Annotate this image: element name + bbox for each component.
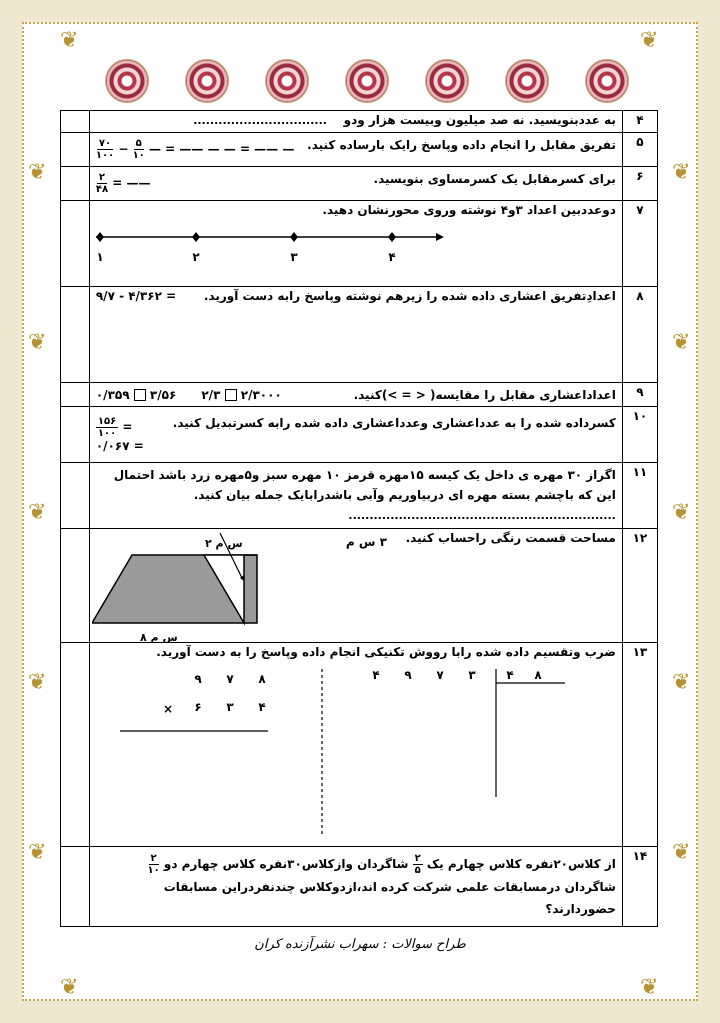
question-text: مساحت قسمت رنگی راحساب کنید. bbox=[405, 531, 616, 545]
question-text: از کلاس۲۰نفره کلاس چهارم یک bbox=[426, 857, 616, 871]
question-text: اعداداعشاری مقابل را مقایسه( < = >)کنید. bbox=[353, 387, 616, 402]
question-cell bbox=[89, 133, 622, 167]
rosette-ornament bbox=[586, 60, 628, 102]
question-row bbox=[61, 167, 658, 201]
expression-blanks: — = —— — — = —— — bbox=[149, 142, 295, 156]
question-cell bbox=[89, 407, 622, 463]
question-cell bbox=[89, 383, 622, 407]
equals-sign: = bbox=[122, 420, 133, 434]
dividend-digit: ۷ bbox=[436, 669, 444, 682]
question-cell bbox=[89, 111, 622, 133]
question-text: شاگردان وازکلاس۳۰نفره کلاس چهارم دو bbox=[163, 857, 409, 871]
dividend-digit: ۹ bbox=[404, 669, 412, 682]
fraction-expression bbox=[96, 172, 151, 195]
score-cell bbox=[61, 383, 90, 407]
fraction: $\frac{۲}{۱۰}$ bbox=[147, 853, 160, 876]
question-text: تفریق مقابل را انجام داده وپاسخ رایک بارساده کنید. bbox=[307, 138, 616, 152]
comparison-items bbox=[96, 388, 282, 402]
fraction-expression: $\frac{۷۰}{۱۰۰}$ − $\frac{۵}{۱۰}$ — = —— — — = —— — bbox=[95, 138, 295, 161]
trapezoid-figure bbox=[92, 533, 292, 643]
rosette-ornament bbox=[506, 60, 548, 102]
question-number: ۶ bbox=[622, 167, 657, 201]
question-cell bbox=[89, 463, 622, 529]
curl-ornament: ❦ bbox=[672, 330, 691, 355]
question-text: دوعددبین اعداد ۳و۴ نوشته وروی محورنشان دهید. bbox=[322, 203, 616, 217]
question-cell bbox=[89, 167, 622, 201]
tick-marker bbox=[290, 232, 298, 242]
score-cell bbox=[61, 407, 90, 463]
curl-ornament: ❦ bbox=[672, 500, 691, 525]
axis-arrow bbox=[436, 233, 444, 241]
times-sign: × bbox=[162, 702, 173, 716]
score-cell bbox=[61, 133, 90, 167]
conversion-items bbox=[96, 416, 144, 453]
question-row bbox=[61, 463, 658, 529]
fraction: $\frac{۵}{۱۰}$ bbox=[132, 138, 145, 161]
answer-line: ................................ bbox=[193, 114, 327, 127]
question-number: ۱۰ bbox=[622, 407, 657, 463]
curl-ornament: ❦ bbox=[28, 670, 47, 695]
compare-value: ۳/۵۶ bbox=[149, 387, 177, 402]
question-number: ۴ bbox=[622, 111, 657, 133]
question-text: برای کسرمقابل یک کسرمساوی بنویسید. bbox=[373, 172, 616, 186]
question-number: ۱۲ bbox=[622, 529, 657, 643]
curl-ornament: ❦ bbox=[672, 670, 691, 695]
question-row bbox=[61, 847, 658, 927]
tick-marker bbox=[192, 232, 200, 242]
question-text: ضرب وتقسیم داده شده رابا رووش تکنیکی انجام داده وپاسخ را به دست آورید. bbox=[156, 645, 616, 659]
questions-table bbox=[60, 110, 658, 927]
question-number: ۸ bbox=[622, 287, 657, 383]
dividend-digit: ۳ bbox=[468, 669, 476, 682]
tick-label: ۴ bbox=[388, 250, 396, 264]
equals-blank: = —— bbox=[112, 176, 151, 190]
compare-value: ۰/۳۵۹ bbox=[95, 387, 130, 402]
question-number: ۱۳ bbox=[622, 643, 657, 847]
multiplier-digit: ۳ bbox=[226, 700, 234, 714]
tick-marker bbox=[388, 232, 396, 242]
subtraction-expression: ۹/۷ - ۴/۳۶۲ = bbox=[95, 289, 177, 303]
curl-ornament: ❦ bbox=[60, 975, 79, 1000]
rosette-ornament bbox=[346, 60, 388, 102]
label-bottom: ۸ س م bbox=[139, 631, 178, 643]
question-row bbox=[61, 643, 658, 847]
multiplicand-digit: ۸ bbox=[258, 672, 266, 686]
question-row bbox=[61, 287, 658, 383]
question-cell bbox=[89, 643, 622, 847]
divisor-digit: ۴ bbox=[506, 669, 514, 682]
designer-signature: طراح سوالات : سهراب نشرآزنده کران bbox=[254, 937, 466, 952]
multiplier-digit: ۴ bbox=[258, 700, 266, 714]
rosette-ornament bbox=[266, 60, 308, 102]
question-cell bbox=[89, 847, 622, 927]
question-number: ۵ bbox=[622, 133, 657, 167]
multiplicand-digit: ۹ bbox=[194, 672, 202, 686]
compare-box[interactable] bbox=[225, 389, 237, 401]
fraction: $\frac{۲}{۵}$ bbox=[414, 853, 421, 876]
question-row bbox=[61, 201, 658, 287]
question-text: شاگردان درمسابقات علمی شرکت کرده اند،ازدوکلاس چندنفردراین مسابقات حضوردارند؟ bbox=[163, 880, 616, 916]
score-cell bbox=[61, 463, 90, 529]
curl-ornament: ❦ bbox=[672, 160, 691, 185]
question-row bbox=[61, 407, 658, 463]
decimal-value: ۰/۰۶۷ = bbox=[95, 439, 144, 453]
question-number: ۷ bbox=[622, 201, 657, 287]
question-number: ۱۱ bbox=[622, 463, 657, 529]
tick-label: ۱ bbox=[96, 250, 104, 264]
question-text: به عددبنویسید. نه صد میلیون وبیست هزار ودو bbox=[343, 113, 616, 127]
question-number: ۱۴ bbox=[622, 847, 657, 927]
compare-value: ۲/۳ bbox=[201, 387, 221, 402]
fraction: $\frac{۲}{۴۸}$ bbox=[95, 172, 109, 195]
multiplicand-digit: ۷ bbox=[226, 672, 234, 686]
score-cell bbox=[61, 643, 90, 847]
curl-ornament: ❦ bbox=[640, 28, 659, 53]
curl-ornament: ❦ bbox=[28, 500, 47, 525]
label-top: ۲ س م bbox=[204, 537, 243, 550]
score-cell bbox=[61, 287, 90, 383]
label-height: ۳ س م bbox=[345, 535, 387, 549]
question-text: اگراز ۳۰ مهره ی داخل یک کیسه ۱۵مهره قرمز ۱۰ مهره سبز و۵مهره زرد باشد احتمال این که باچشم بسته مهره ای دربیاوریم وآبی باشدرابایک جمله بیان کنید. bbox=[113, 468, 616, 502]
compare-box[interactable] bbox=[134, 389, 146, 401]
curl-ornament: ❦ bbox=[28, 330, 47, 355]
question-row bbox=[61, 111, 658, 133]
curl-ornament: ❦ bbox=[28, 160, 47, 185]
divisor-digit: ۸ bbox=[534, 669, 542, 682]
curl-ornament: ❦ bbox=[28, 840, 47, 865]
answer-line: ................................................................ bbox=[348, 509, 616, 522]
question-text: کسرداده شده را به عدداعشاری وعدداعشاری داده شده رابه کسرتبدیل کنید. bbox=[172, 416, 616, 430]
rosette-ornament bbox=[186, 60, 228, 102]
score-cell bbox=[61, 201, 90, 287]
multiplier-digit: ۶ bbox=[194, 700, 202, 714]
fraction: $\frac{۷۰}{۱۰۰}$ bbox=[95, 138, 115, 161]
score-cell bbox=[61, 529, 90, 643]
curl-ornament: ❦ bbox=[672, 840, 691, 865]
score-cell bbox=[61, 111, 90, 133]
score-cell bbox=[61, 847, 90, 927]
question-row bbox=[61, 383, 658, 407]
dividend-digit: ۴ bbox=[372, 669, 380, 682]
number-line bbox=[96, 217, 616, 273]
question-row bbox=[61, 529, 658, 643]
question-number: ۹ bbox=[622, 383, 657, 407]
rosette-ornament bbox=[426, 60, 468, 102]
rosette-ornament bbox=[106, 60, 148, 102]
score-cell bbox=[61, 167, 90, 201]
question-cell bbox=[89, 287, 622, 383]
tick-label: ۲ bbox=[192, 250, 200, 264]
curl-ornament: ❦ bbox=[60, 28, 79, 53]
compare-value: ۲/۳۰۰۰ bbox=[240, 387, 282, 402]
question-text: اعدادِتفریق اعشاری داده شده را زیرهم نوشته وپاسخ رابه دست آورید. bbox=[203, 289, 616, 303]
question-row bbox=[61, 133, 658, 167]
arithmetic-workspace bbox=[90, 669, 590, 839]
curl-ornament: ❦ bbox=[640, 975, 659, 1000]
tick-label: ۳ bbox=[290, 250, 298, 264]
fraction: $\frac{۱۵۶}{۱۰۰}$ bbox=[97, 416, 117, 439]
tick-marker bbox=[96, 232, 104, 242]
question-cell bbox=[89, 529, 622, 643]
question-cell bbox=[89, 201, 622, 287]
